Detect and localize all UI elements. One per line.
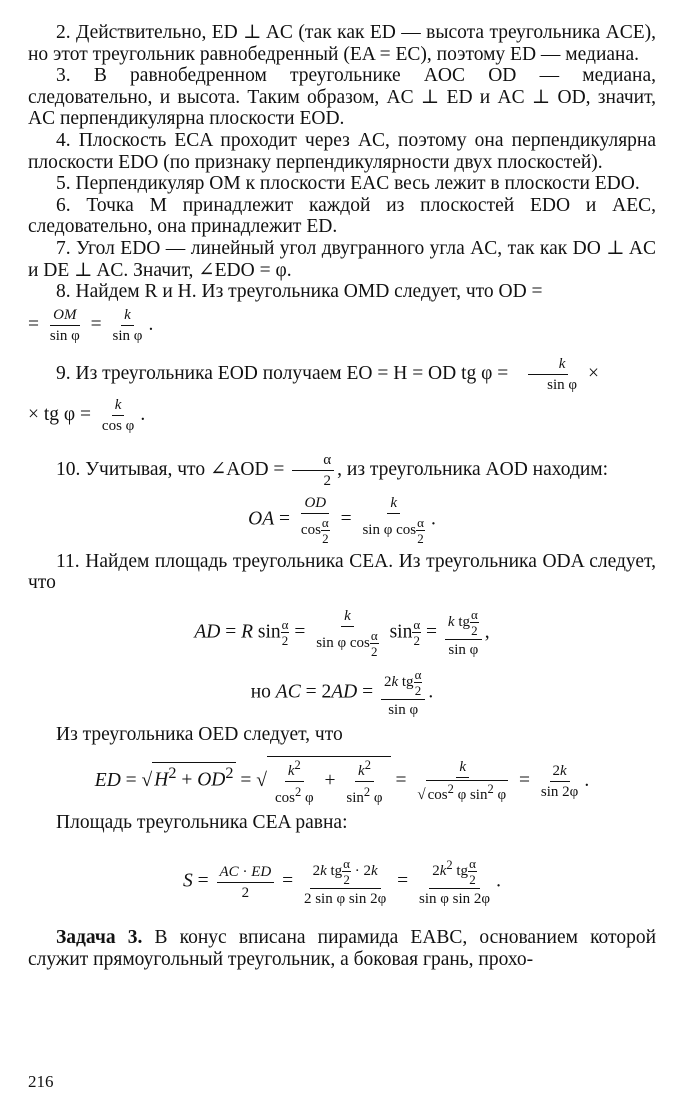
item-4: 4. Плоскость ECA проходит через AC, поэтому она перпендикулярна плоскости EDO (по признаку перпендикулярности двух плоскостей).: [28, 129, 656, 173]
task-label: Задача 3.: [56, 927, 143, 949]
formula-ac: но AC = 2AD = 2k tg $\frac{\alpha}{2}$ sin φ .: [250, 666, 434, 718]
formula-ed: ED = √ $H^2 + OD^2$ = √ $\frac{k^2}{\cos^2 \varphi}$ + $\frac{k^2}{\sin^2 \varphi}$ = $\frac{k}{√ \cos^2 \varphi \sin^2 \varphi}$ = $\frac{2k}{\sin 2\varphi}$ .: [94, 757, 590, 806]
page-body: [28, 22, 656, 970]
item-10: 10. Учитывая, что ∠AOD = $\frac{\alpha}{2}$ , из треугольника AOD находим:: [56, 451, 609, 489]
item-7: 7. Угол EDO — линейный угол двугранного угла AC, так как DO ⊥ AC и DE ⊥ AC. Значит, ∠EDO = φ.: [28, 237, 656, 281]
formula-s: S = $\frac{AC \cdot ED}{2}$ = 2k tg $\frac{\alpha}{2}$ · 2k 2 sin φ sin 2φ = $2k^2$ tg $\frac{\alpha}{2}$ sin φ sin 2φ .: [183, 856, 501, 908]
item-3: 3. В равнобедренном треугольнике AOC OD — медиана, следовательно, и высота. Таким образом, AC ⊥ ED и AC ⊥ OD, значит, AC перпендикулярна плоскости EOD.: [28, 65, 656, 130]
formula-ad: AD = R sin $\frac{\alpha}{2}$ = k sin φ cos $\frac{\alpha}{2}$ sin $\frac{\alpha}{2}$ = k tg $\frac{\alpha}{2}$ sin φ ,: [194, 606, 490, 659]
item-6: 6. Точка M принадлежит каждой из плоскостей EDO и AEC, следовательно, она принадлежит ED.: [28, 194, 656, 238]
item-9: 9. Из треугольника EOD получаем EO = H = OD tg φ = $\frac{k}{\text{sin φ}}$ ×: [56, 355, 599, 393]
formula-oa: OA = OD cos $\frac{\alpha}{2}$ = k sin φ cos $\frac{\alpha}{2}$ .: [248, 494, 436, 546]
page-number: 216: [28, 1072, 54, 1091]
task-3: [28, 927, 656, 970]
area-text: Площадь треугольника CEA равна:: [56, 811, 348, 833]
oed-text: Из треугольника OED следует, что: [56, 723, 343, 745]
item-11: 11. Найдем площадь треугольника CEA. Из треугольника ODA следует, что: [28, 550, 656, 594]
item-8: 8. Найдем R и H. Из треугольника OMD следует, что OD =: [56, 281, 543, 303]
task-text: В конус вписана пирамида EABC, основанием которой служит прямоугольный треугольник, а боковая грань, прохо-: [28, 927, 657, 970]
formula-od: = $\frac{OM}{\text{sin φ}}$ = $\frac{k}{\text{sin φ}}$ .: [28, 306, 154, 344]
formula-eo: × tg φ = $\frac{k}{\text{cos φ}}$ .: [28, 396, 146, 434]
item-2: 2. Действительно, ED ⊥ AC (так как ED — высота треугольника ACE), но этот треугольник равнобедренный (EA = EC), поэтому ED — медиана.: [28, 22, 656, 65]
item-5: 5. Перпендикуляр OM к плоскости EAC весь лежит в плоскости EDO.: [56, 173, 640, 195]
